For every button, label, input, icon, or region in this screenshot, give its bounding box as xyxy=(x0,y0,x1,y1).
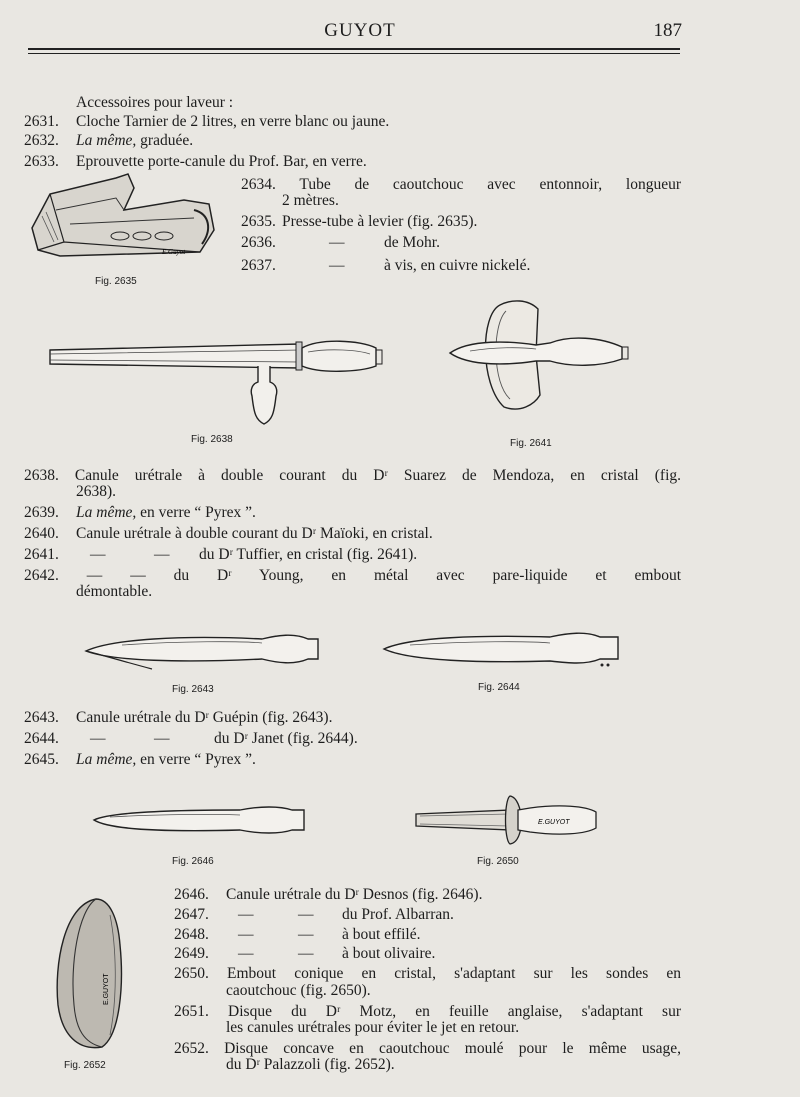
figure-2650-embout xyxy=(410,790,610,850)
catalog-entry-continuation: démontable. xyxy=(76,583,153,600)
catalog-entry-continuation: 2 mètres. xyxy=(282,192,339,209)
entry-number: 2638. xyxy=(24,467,59,484)
entry-number: 2650. xyxy=(174,965,209,982)
header-rule xyxy=(28,53,680,54)
figure-caption: Fig. 2643 xyxy=(172,684,214,695)
section-intro: Accessoires pour laveur : xyxy=(76,94,234,111)
entry-number: 2634. xyxy=(241,176,276,193)
figure-caption: Fig. 2646 xyxy=(172,856,214,867)
catalog-entry-continuation: du Dʳ Palazzoli (fig. 2652). xyxy=(226,1056,395,1073)
catalog-entry: 2634. Tube de caoutchouc avec entonnoir, longueur xyxy=(241,176,681,193)
figure-caption: Fig. 2644 xyxy=(478,682,520,693)
figure-2643-cannula xyxy=(82,625,327,675)
figure-caption: Fig. 2641 xyxy=(510,438,552,449)
ditto-mark: — xyxy=(86,567,103,584)
entry-number: 2651. xyxy=(174,1003,209,1020)
catalog-entry-continuation: 2638). xyxy=(76,483,117,500)
figure-2638-cannula xyxy=(40,320,390,435)
running-head: GUYOT xyxy=(324,20,396,41)
figure-2641-cannula xyxy=(440,295,640,420)
figure-2652-disc xyxy=(50,895,130,1055)
figure-2646-cannula xyxy=(90,800,315,845)
ditto-mark: — xyxy=(130,567,146,584)
figure-caption: Fig. 2638 xyxy=(191,434,233,445)
catalog-entry-continuation: caoutchouc (fig. 2650). xyxy=(226,982,371,999)
catalog-entry: 2638. Canule urétrale à double courant du Dʳ Suarez de Mendoza, en cristal (fig. xyxy=(24,467,681,484)
entry-number: 2642. xyxy=(24,567,59,584)
engraving-signature: E.Guyot xyxy=(162,248,186,256)
catalog-entry: 2651. Disque du Dʳ Motz, en feuille anglaise, s'adaptant sur xyxy=(174,1003,681,1020)
figure-caption: Fig. 2635 xyxy=(95,276,137,287)
engraving-label: E.GUYOT xyxy=(103,973,110,1005)
page-number: 187 xyxy=(653,20,682,41)
entry-number: 2652. xyxy=(174,1040,209,1057)
figure-caption: Fig. 2652 xyxy=(64,1060,106,1071)
figure-caption: Fig. 2650 xyxy=(477,856,519,867)
figure-2644-cannula xyxy=(380,625,625,675)
catalog-entry: 2652. Disque concave en caoutchouc moulé pour le même usage, xyxy=(174,1040,682,1057)
header-rule xyxy=(28,48,680,50)
figure-2635-clamp xyxy=(24,170,224,270)
catalog-entry-continuation: les canules urétrales pour éviter le jet en retour. xyxy=(226,1019,520,1036)
catalog-entry: 2642. — — du Dʳ Young, en métal avec pare-liquide et embout xyxy=(24,567,682,584)
engraving-label: E.GUYOT xyxy=(538,819,570,826)
catalog-entry: 2650. Embout conique en cristal, s'adaptant sur les sondes en xyxy=(174,965,682,982)
